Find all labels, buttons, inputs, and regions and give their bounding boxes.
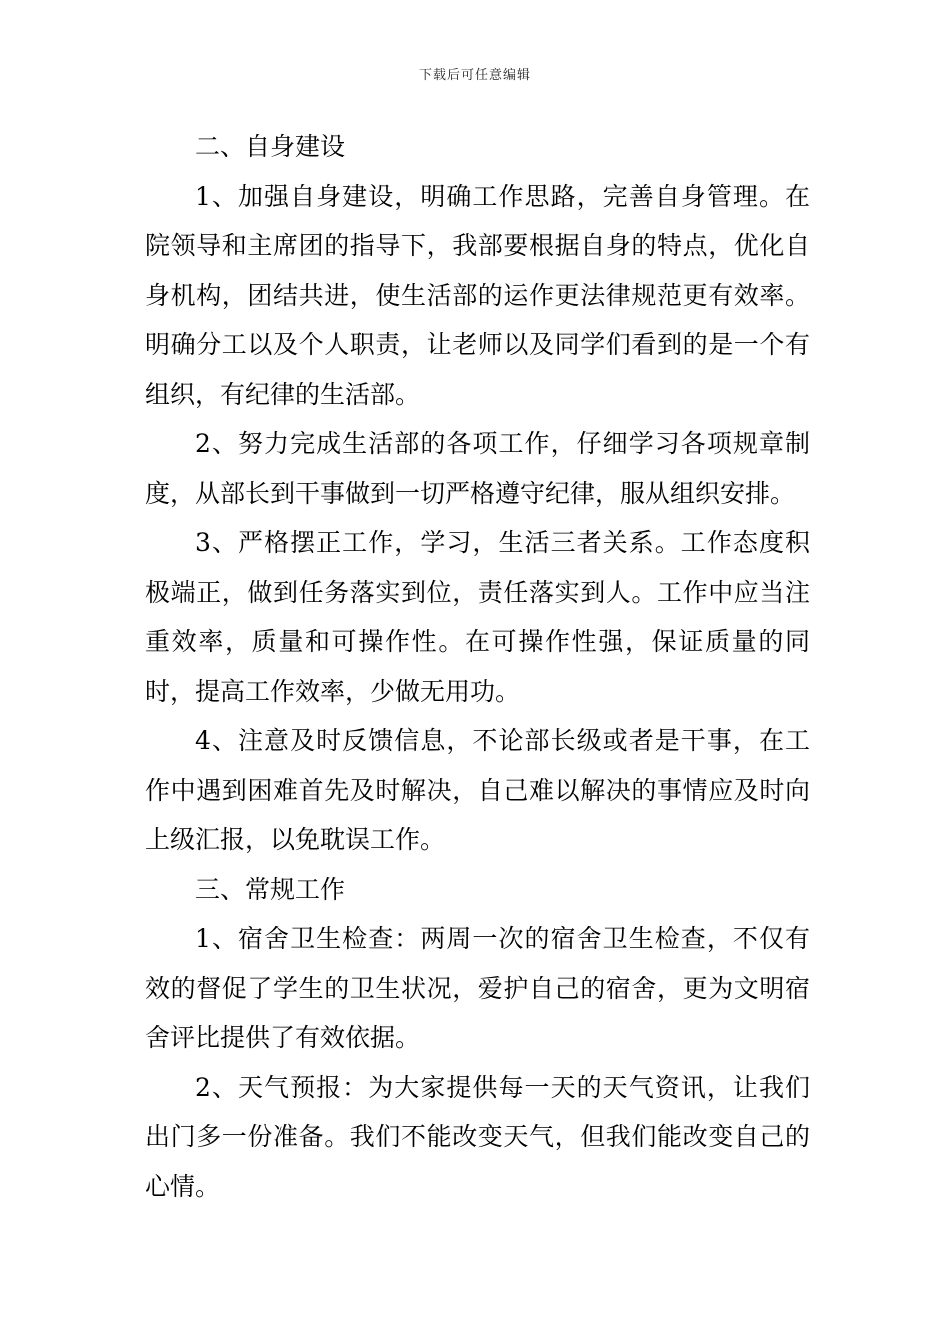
section-heading-self-building: 二、自身建设 [195, 132, 346, 161]
paragraph: 2、天气预报：为大家提供每一天的天气资讯，让我们出门多一份准备。我们不能改变天气，但我们能改变自己的心情。 [145, 1072, 810, 1201]
paragraph: 2、努力完成生活部的各项工作，仔细学习各项规章制度，从部长到干事做到一切严格遵守纪律，服从组织安排。 [145, 429, 810, 508]
header-note: 下载后可任意编辑 [418, 68, 531, 83]
paragraph: 4、注意及时反馈信息，不论部长级或者是干事，在工作中遇到困难首先及时解决，自己难以解决的事情应及时向上级汇报，以免耽误工作。 [145, 726, 810, 854]
section-heading-routine-work: 三、常规工作 [195, 874, 346, 904]
paragraph: 3、严格摆正工作，学习，生活三者关系。工作态度积极端正，做到任务落实到位，责任落实到人。工作中应当注重效率，质量和可操作性。在可操作性强，保证质量的同时，提高工作效率，少做无用功。 [145, 528, 810, 706]
document-body [145, 122, 810, 1211]
paragraph: 1、加强自身建设，明确工作思路，完善自身管理。在院领导和主席团的指导下，我部要根据自身的特点，优化自身机构，团结共进，使生活部的运作更法律规范更有效率。明确分工以及个人职责，让老师以及同学们看到的是一个有组织，有纪律的生活部。 [145, 181, 810, 409]
paragraph: 1、宿舍卫生检查：两周一次的宿舍卫生检查，不仅有效的督促了学生的卫生状况，爱护自己的宿舍，更为文明宿舍评比提供了有效依据。 [145, 924, 810, 1052]
